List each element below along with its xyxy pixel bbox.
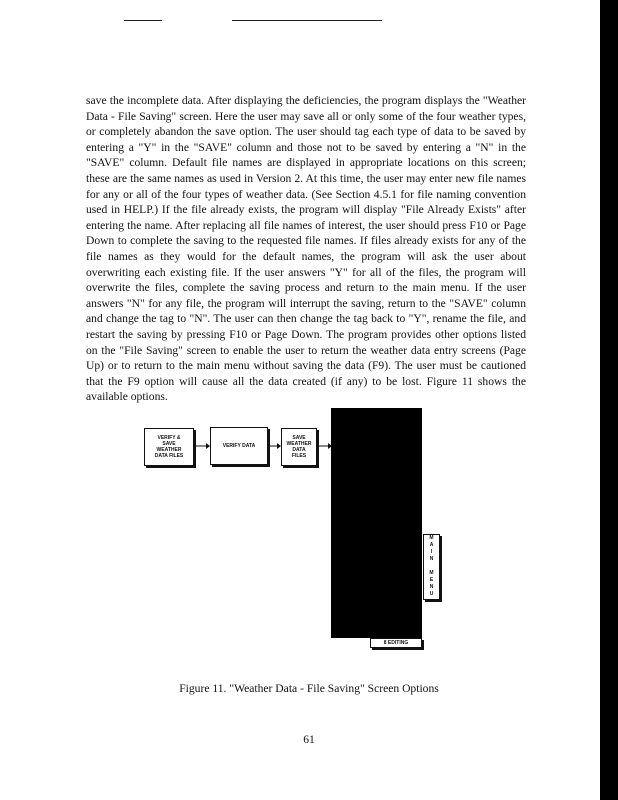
arrow-2-head [277, 443, 281, 449]
arrow-3-head [328, 443, 332, 449]
page-number: 61 [303, 733, 315, 746]
editing-label: 8 EDITING [370, 638, 422, 648]
header-rule-left [124, 20, 162, 21]
body-paragraph: save the incomplete data. After displaying the deficiencies, the program displays the "Weather Data - File Saving" screen. Here the user may save all or only some of the four weather types, or completely abandon the save option. The user should tag each type of data to be saved by entering a "Y" in the "SAVE" column and those not to be saved by entering a "N" in the "SAVE" column. Default file names are displayed in appropriate locations on this screen; these are the same names as used in Version 2. At this time, the user may enter new file names for any or all of the four types of weather data. (See Section 4.5.1 for file naming convention used in HELP.) If the file already exists, the program will display "File Already Exists" after entering the name. After replacing all file names of interest, the user should press F10 or Page Down to complete the saving to the requested file names. If files already exists for any of the file names as they would for the default names, the program will ask the user about overwriting each existing file. If the user answers "Y" for all of the files, the program will overwrite the files, complete the saving process and return to the main menu. If the user answers "N" for any file, the program will interrupt the saving, return to the "SAVE" column and change the tag to "N". The user can then change the tag back to "Y", rename the file, and restart the saving by pressing F10 or Page Down. The program provides other options listed on the "File Saving" screen to enable the user to return the weather data entry screens (Page Up) or to return to the main menu without saving the data (F9). The user must be cautioned that the F9 option will cause all the data created (if any) to be lost. Figure 11 shows the available options. [86, 94, 526, 404]
body-text [86, 93, 526, 405]
redacted-region [331, 408, 422, 638]
verify-save-box: VERIFY & SAVE WEATHER DATA FILES [144, 428, 194, 466]
verify-data-box: VERIFY DATA [210, 427, 268, 465]
figure-caption: Figure 11. "Weather Data - File Saving" Screen Options [179, 682, 439, 695]
main-menu-box: M A I N M E N U [423, 534, 440, 600]
arrow-1-head [206, 443, 210, 449]
save-files-box: SAVE WEATHER DATA FILES [281, 428, 317, 466]
scan-border [600, 0, 618, 800]
header-rule-right [232, 20, 382, 21]
